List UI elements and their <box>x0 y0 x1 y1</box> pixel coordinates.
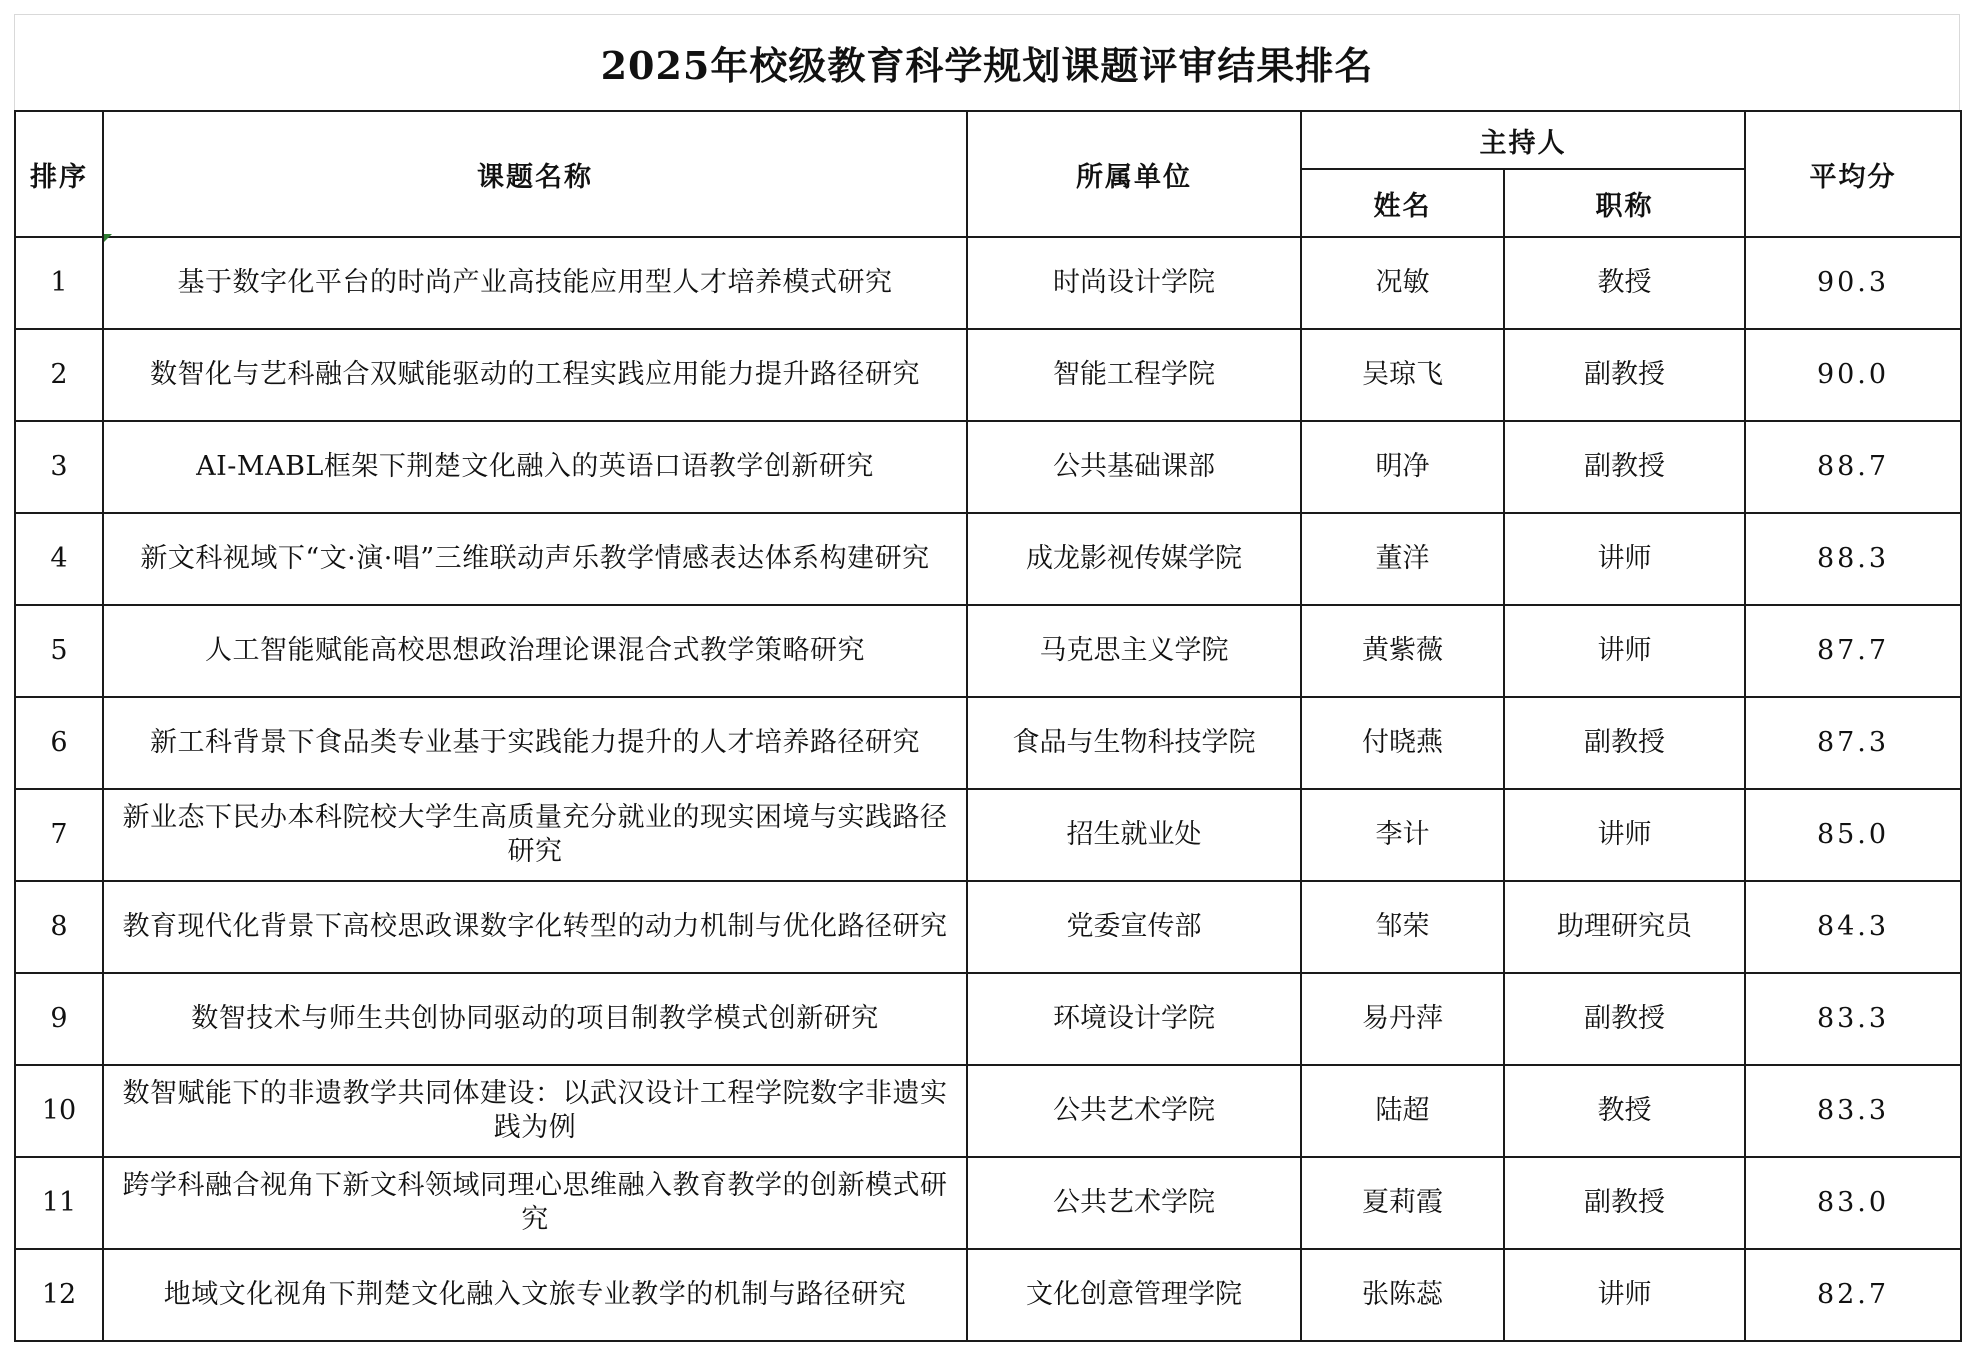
cell-host-name: 黄紫薇 <box>1301 605 1504 697</box>
table-row <box>15 973 1961 1065</box>
cell-host-position: 教授 <box>1504 1065 1745 1157</box>
cell-host-name: 况敏 <box>1301 237 1504 329</box>
cell-unit: 公共基础课部 <box>967 421 1301 513</box>
cell-host-position: 助理研究员 <box>1504 881 1745 973</box>
results-table <box>14 110 1962 1342</box>
cell-rank: 2 <box>15 329 103 421</box>
cell-host-position: 讲师 <box>1504 513 1745 605</box>
cell-topic: 新业态下民办本科院校大学生高质量充分就业的现实困境与实践路径研究 <box>103 789 967 881</box>
cell-host-name: 付晓燕 <box>1301 697 1504 789</box>
cell-rank: 9 <box>15 973 103 1065</box>
cell-topic: 教育现代化背景下高校思政课数字化转型的动力机制与优化路径研究 <box>103 881 967 973</box>
cell-score: 83.0 <box>1745 1157 1961 1249</box>
cell-rank: 1 <box>15 237 103 329</box>
cell-host-position: 副教授 <box>1504 329 1745 421</box>
cell-score: 85.0 <box>1745 789 1961 881</box>
cell-unit: 智能工程学院 <box>967 329 1301 421</box>
table-body <box>15 237 1961 1341</box>
table-row <box>15 789 1961 881</box>
cell-rank: 5 <box>15 605 103 697</box>
cell-host-position: 讲师 <box>1504 605 1745 697</box>
cell-unit: 党委宣传部 <box>967 881 1301 973</box>
cell-topic: 数智技术与师生共创协同驱动的项目制教学模式创新研究 <box>103 973 967 1065</box>
cell-host-position: 副教授 <box>1504 421 1745 513</box>
table-row <box>15 697 1961 789</box>
cell-unit: 文化创意管理学院 <box>967 1249 1301 1341</box>
cell-host-name: 夏莉霞 <box>1301 1157 1504 1249</box>
cell-topic: 人工智能赋能高校思想政治理论课混合式教学策略研究 <box>103 605 967 697</box>
table-row <box>15 329 1961 421</box>
cell-rank: 8 <box>15 881 103 973</box>
cell-rank: 7 <box>15 789 103 881</box>
cell-unit: 时尚设计学院 <box>967 237 1301 329</box>
cell-comment-marker <box>104 234 112 242</box>
cell-topic: 地域文化视角下荆楚文化融入文旅专业教学的机制与路径研究 <box>103 1249 967 1341</box>
cell-unit: 食品与生物科技学院 <box>967 697 1301 789</box>
table-row <box>15 1157 1961 1249</box>
cell-topic: 数智化与艺科融合双赋能驱动的工程实践应用能力提升路径研究 <box>103 329 967 421</box>
cell-unit: 环境设计学院 <box>967 973 1301 1065</box>
cell-score: 83.3 <box>1745 973 1961 1065</box>
title-box <box>14 14 1960 110</box>
header-row <box>15 111 1961 169</box>
table-row <box>15 1065 1961 1157</box>
cell-score: 82.7 <box>1745 1249 1961 1341</box>
cell-score: 87.7 <box>1745 605 1961 697</box>
table-row <box>15 1249 1961 1341</box>
cell-host-name: 张陈蕊 <box>1301 1249 1504 1341</box>
cell-unit: 公共艺术学院 <box>967 1065 1301 1157</box>
cell-unit: 成龙影视传媒学院 <box>967 513 1301 605</box>
cell-topic: 新工科背景下食品类专业基于实践能力提升的人才培养路径研究 <box>103 697 967 789</box>
results-sheet <box>14 14 1960 1342</box>
header-host-name: 姓名 <box>1301 169 1504 237</box>
cell-rank: 6 <box>15 697 103 789</box>
cell-score: 90.0 <box>1745 329 1961 421</box>
cell-topic: 基于数字化平台的时尚产业高技能应用型人才培养模式研究 <box>103 237 967 329</box>
cell-score: 88.7 <box>1745 421 1961 513</box>
cell-host-name: 邹荣 <box>1301 881 1504 973</box>
cell-topic: 新文科视域下“文·演·唱”三维联动声乐教学情感表达体系构建研究 <box>103 513 967 605</box>
header-rank: 排序 <box>15 111 103 237</box>
cell-unit: 招生就业处 <box>967 789 1301 881</box>
cell-host-name: 陆超 <box>1301 1065 1504 1157</box>
cell-host-position: 讲师 <box>1504 1249 1745 1341</box>
cell-unit: 公共艺术学院 <box>967 1157 1301 1249</box>
page-title: 2025年校级教育科学规划课题评审结果排名 <box>600 43 1374 88</box>
cell-host-name: 明净 <box>1301 421 1504 513</box>
cell-score: 87.3 <box>1745 697 1961 789</box>
cell-rank: 4 <box>15 513 103 605</box>
cell-host-position: 副教授 <box>1504 697 1745 789</box>
table-row <box>15 513 1961 605</box>
cell-unit: 马克思主义学院 <box>967 605 1301 697</box>
header-host-position: 职称 <box>1504 169 1745 237</box>
cell-topic: AI-MABL框架下荆楚文化融入的英语口语教学创新研究 <box>103 421 967 513</box>
table-row <box>15 421 1961 513</box>
cell-topic: 跨学科融合视角下新文科领域同理心思维融入教育教学的创新模式研究 <box>103 1157 967 1249</box>
cell-rank: 10 <box>15 1065 103 1157</box>
cell-rank: 3 <box>15 421 103 513</box>
cell-host-name: 李计 <box>1301 789 1504 881</box>
table-row <box>15 605 1961 697</box>
cell-score: 88.3 <box>1745 513 1961 605</box>
header-topic: 课题名称 <box>103 111 967 237</box>
cell-host-position: 副教授 <box>1504 1157 1745 1249</box>
cell-host-position: 讲师 <box>1504 789 1745 881</box>
cell-score: 83.3 <box>1745 1065 1961 1157</box>
cell-rank: 11 <box>15 1157 103 1249</box>
cell-host-position: 教授 <box>1504 237 1745 329</box>
cell-host-name: 易丹萍 <box>1301 973 1504 1065</box>
header-unit: 所属单位 <box>967 111 1301 237</box>
cell-host-position: 副教授 <box>1504 973 1745 1065</box>
header-score: 平均分 <box>1745 111 1961 237</box>
cell-host-name: 吴琼飞 <box>1301 329 1504 421</box>
table-row <box>15 237 1961 329</box>
header-host: 主持人 <box>1301 111 1745 169</box>
cell-rank: 12 <box>15 1249 103 1341</box>
cell-score: 90.3 <box>1745 237 1961 329</box>
table-row <box>15 881 1961 973</box>
cell-host-name: 董洋 <box>1301 513 1504 605</box>
cell-score: 84.3 <box>1745 881 1961 973</box>
cell-topic: 数智赋能下的非遗教学共同体建设：以武汉设计工程学院数字非遗实践为例 <box>103 1065 967 1157</box>
